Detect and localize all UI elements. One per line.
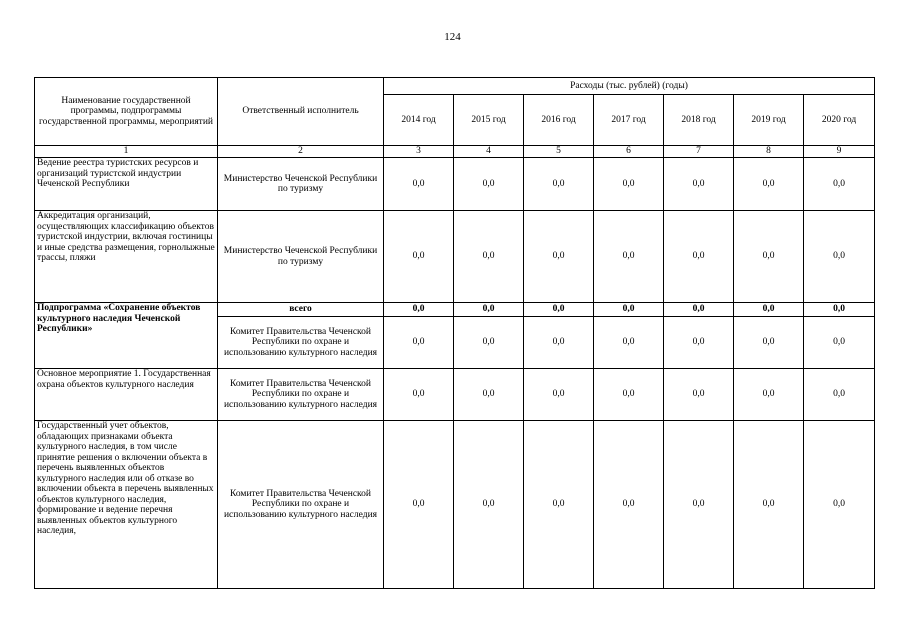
column-number: 9 xyxy=(804,146,875,158)
expense-total: 0,0 xyxy=(734,303,804,317)
expense-value: 0,0 xyxy=(524,421,594,589)
expense-total: 0,0 xyxy=(384,303,454,317)
activity-name: Аккредитация организаций, осуществляющих классификацию объектов туристской индустрии, включая гостиницы и иные средства размещения, горнолыжные трассы, пляжи xyxy=(35,211,218,303)
expense-value: 0,0 xyxy=(594,369,664,421)
responsible-executor: Комитет Правительства Чеченской Республики по охране и использованию культурного наследия xyxy=(218,421,384,589)
responsible-total: всего xyxy=(218,303,384,317)
expense-value: 0,0 xyxy=(454,317,524,369)
column-number: 4 xyxy=(454,146,524,158)
expense-value: 0,0 xyxy=(734,421,804,589)
column-number: 7 xyxy=(664,146,734,158)
header-responsible-column: Ответственный исполнитель xyxy=(218,78,384,146)
expense-value: 0,0 xyxy=(804,421,875,589)
table-row xyxy=(35,421,875,589)
expense-total: 0,0 xyxy=(524,303,594,317)
responsible-executor: Министерство Чеченской Республики по туризму xyxy=(218,158,384,211)
header-name-column: Наименование государственной программы, подпрограммы государственной программы, мероприятий xyxy=(35,78,218,146)
column-number: 2 xyxy=(218,146,384,158)
page-number: 124 xyxy=(444,31,461,43)
expense-value: 0,0 xyxy=(524,317,594,369)
expense-total: 0,0 xyxy=(804,303,875,317)
header-expenses-group: Расходы (тыс. рублей) (годы) xyxy=(384,78,875,95)
expense-value: 0,0 xyxy=(734,211,804,303)
column-number: 3 xyxy=(384,146,454,158)
expense-total: 0,0 xyxy=(454,303,524,317)
expense-value: 0,0 xyxy=(524,158,594,211)
expense-total: 0,0 xyxy=(594,303,664,317)
expense-value: 0,0 xyxy=(734,369,804,421)
header-year: 2018 год xyxy=(664,95,734,146)
expense-value: 0,0 xyxy=(454,211,524,303)
header-year: 2020 год xyxy=(804,95,875,146)
subprogram-name: Подпрограмма «Сохранение объектов культурного наследия Чеченской Республики» xyxy=(35,303,218,369)
activity-name: Ведение реестра туристских ресурсов и организаций туристской индустрии Чеченской Республики xyxy=(35,158,218,211)
table-row xyxy=(35,303,875,317)
column-number: 6 xyxy=(594,146,664,158)
expense-value: 0,0 xyxy=(664,369,734,421)
expense-value: 0,0 xyxy=(384,211,454,303)
expense-value: 0,0 xyxy=(454,158,524,211)
expense-value: 0,0 xyxy=(524,369,594,421)
table-row xyxy=(35,158,875,211)
expense-value: 0,0 xyxy=(384,369,454,421)
header-year: 2017 год xyxy=(594,95,664,146)
header-year: 2015 год xyxy=(454,95,524,146)
expense-value: 0,0 xyxy=(594,158,664,211)
column-number: 5 xyxy=(524,146,594,158)
header-year: 2016 год xyxy=(524,95,594,146)
table-row xyxy=(35,369,875,421)
expense-value: 0,0 xyxy=(664,421,734,589)
expense-value: 0,0 xyxy=(804,369,875,421)
expense-value: 0,0 xyxy=(734,158,804,211)
expense-value: 0,0 xyxy=(454,369,524,421)
responsible-executor: Комитет Правительства Чеченской Республики по охране и использованию культурного наследия xyxy=(218,317,384,369)
expense-value: 0,0 xyxy=(664,317,734,369)
expense-value: 0,0 xyxy=(384,421,454,589)
expense-value: 0,0 xyxy=(594,211,664,303)
responsible-executor: Министерство Чеченской Республики по туризму xyxy=(218,211,384,303)
expense-value: 0,0 xyxy=(594,421,664,589)
activity-name: Основное мероприятие 1. Государственная охрана объектов культурного наследия xyxy=(35,369,218,421)
expense-value: 0,0 xyxy=(664,211,734,303)
expense-value: 0,0 xyxy=(804,317,875,369)
column-number: 1 xyxy=(35,146,218,158)
expense-value: 0,0 xyxy=(734,317,804,369)
responsible-executor: Комитет Правительства Чеченской Республики по охране и использованию культурного наследия xyxy=(218,369,384,421)
column-number: 8 xyxy=(734,146,804,158)
expense-value: 0,0 xyxy=(384,158,454,211)
expense-value: 0,0 xyxy=(384,317,454,369)
expense-value: 0,0 xyxy=(524,211,594,303)
table-row xyxy=(35,211,875,303)
expense-value: 0,0 xyxy=(804,211,875,303)
header-year: 2014 год xyxy=(384,95,454,146)
expense-value: 0,0 xyxy=(454,421,524,589)
expense-value: 0,0 xyxy=(804,158,875,211)
expense-value: 0,0 xyxy=(664,158,734,211)
expense-total: 0,0 xyxy=(664,303,734,317)
expenses-table xyxy=(34,77,875,589)
expense-value: 0,0 xyxy=(594,317,664,369)
activity-name: Государственный учет объектов, обладающих признаками объекта культурного наследия, в том числе принятие решения о включении объекта в перечень выявленных объектов культурного наследия или об отказе во включении объекта в перечень выявленных объектов культурного наследия, формирование и ведение перечня выявленных объектов культурного наследия, xyxy=(35,421,218,589)
header-year: 2019 год xyxy=(734,95,804,146)
